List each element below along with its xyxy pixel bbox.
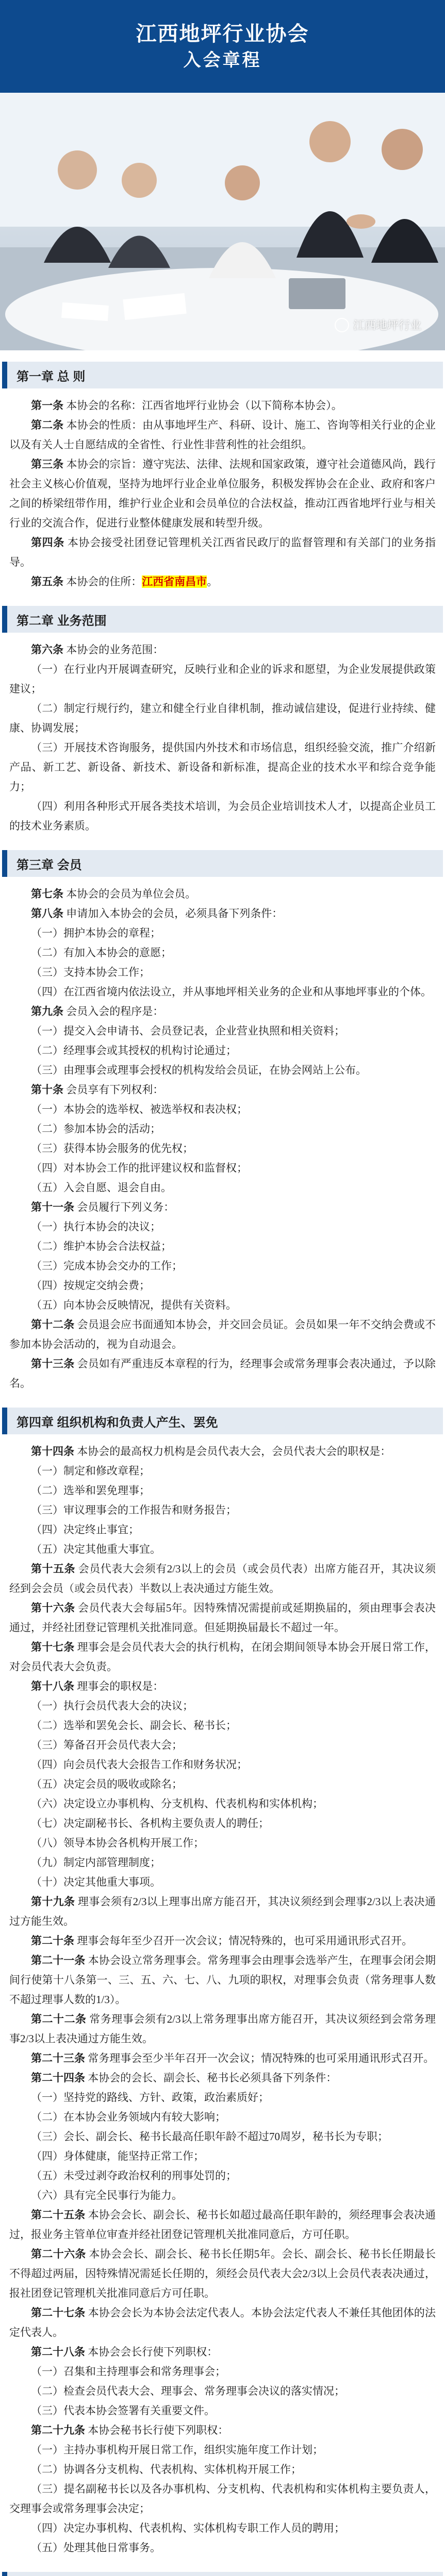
article-text: 常务理事会须有2/3以上常务理事出席方能召开，其决议须经到会常务理事2/3以上表决通过方能生效。 [9,2013,436,2045]
article-paragraph [9,2420,436,2440]
clause-paragraph [9,1060,436,1080]
article-text: （三）审议理事会的工作报告和财务报告； [31,1504,237,1516]
article-text: （一）本协会的选举权、被选举权和表决权； [31,1103,248,1115]
article-paragraph [9,533,436,572]
article-number: 第十一条 [31,1201,74,1213]
article-number: 第五条 [31,575,63,588]
clause-paragraph [9,1119,436,1139]
article-text: （一）执行本协会的决议； [31,1221,161,1233]
article-text: 本协会会长行使下列职权： [85,2346,218,2358]
clause-paragraph [9,1139,436,1158]
chapter-heading: 第三章 会员 [2,850,443,877]
article-paragraph [9,2205,436,2244]
article-number: 第十六条 [31,1602,75,1614]
article-number: 第十二条 [31,1318,75,1331]
article-number: 第十四条 [31,1445,74,1458]
clause-paragraph [9,1236,436,1256]
article-text: （四）向会员代表大会报告工作和财务状况； [31,1758,248,1771]
article-text: （六）具有完全民事行为能力。 [31,2189,183,2201]
clause-paragraph [9,699,436,738]
article-text: （三）完成本协会交办的工作； [31,1260,183,1272]
clause-paragraph [9,1774,436,1794]
article-number: 第七条 [31,888,63,900]
article-text: 理事会每年至少召开一次会议；情况特殊的，也可采用通讯形式召开。 [74,1935,413,1947]
highlighted-address: 江西省南昌市 [142,575,207,588]
article-text: 理事会须有2/3以上理事出席方能召开，其决议须经到会理事2/3以上表决通过方能生效。 [9,1895,436,1927]
article-paragraph [9,2244,436,2303]
article-text: （一）在行业内开展调查研究，反映行业和企业的诉求和愿望，为企业发展提供政策建议； [9,663,436,695]
article-text: 会员入会的程序是： [63,1005,164,1018]
article-text: 会员代表大会每届5年。因特殊情况需提前或延期换届的，须由理事会表决通过，并经社团登记管理机关批准同意。但延期换届最长不超过一年。 [9,1602,436,1634]
article-number: 第二条 [31,419,64,431]
article-paragraph [9,884,436,904]
article-number: 第十七条 [31,1641,75,1653]
article-paragraph [9,2342,436,2362]
article-text: （一）坚持党的路线、方针、政策，政治素质好； [31,2091,269,2104]
article-paragraph [9,1315,436,1354]
article-number: 第二十条 [31,1935,74,1947]
article-paragraph [9,1951,436,2009]
wechat-icon [335,318,349,332]
article-number: 第二十六条 [31,2248,86,2260]
association-title: 江西地坪行业协会 [136,23,309,46]
article-number: 第九条 [31,1005,63,1018]
page-subtitle: 入会章程 [183,50,262,71]
clause-paragraph [9,2166,436,2185]
article-text: （二）制定行规行约，建立和健全行业自律机制，推动诚信建设，促进行业持续、健康、协调发展； [9,702,436,734]
article-paragraph [9,904,436,923]
clause-paragraph [9,1041,436,1060]
article-text: 本协会的名称：江西省地坪行业协会（以下简称本协会）。 [63,399,342,412]
article-text: （一）执行会员代表大会的决议； [31,1700,193,1712]
clause-paragraph [9,1500,436,1520]
article-text: 本协会的住所： [63,575,142,588]
clause-paragraph [9,796,436,836]
article-paragraph [9,640,436,659]
article-text: （三）支持本协会工作； [31,966,150,978]
article-paragraph [9,1559,436,1598]
article-number: 第十三条 [31,1358,75,1370]
chapter-heading: 第一章 总 则 [2,362,443,388]
article-text: （三）由理事会或理事会授权的机构发给会员证，在协会网站上公布。 [31,1064,367,1076]
clause-paragraph [9,2518,436,2538]
clause-paragraph [9,2185,436,2205]
article-text: （二）在本协会业务领域内有较大影响； [31,2111,226,2123]
article-text: 会员代表大会须有2/3以上的会员（或会员代表）出席方能召开，其决议须经到会会员（或会员代表）半数以上表决通过方能生效。 [9,1563,436,1595]
clause-paragraph [9,1814,436,1833]
article-paragraph [9,2068,436,2088]
article-text: （四）决定办事机构、代表机构、实体机构专职工作人员的聘用； [31,2522,345,2534]
chapter-heading [2,2572,443,2576]
chapter-heading: 第二章 业务范围 [2,606,443,633]
article-text: （一）拥护本协会的章程； [31,927,161,939]
article-text: 理事会是会员代表大会的执行机构，在闭会期间领导本协会开展日常工作，对会员代表大会负责。 [9,1641,436,1673]
article-text: （一）制定和修改章程； [31,1465,150,1477]
clause-paragraph [9,1716,436,1735]
article-number: 第十五条 [31,1563,75,1575]
article-paragraph [9,2009,436,2048]
article-text: 理事会的职权是： [74,1680,164,1692]
article-paragraph [9,1442,436,1461]
article-number: 第二十一条 [31,1954,86,1967]
clause-paragraph [9,1735,436,1755]
clause-paragraph [9,2381,436,2401]
article-text: 本协会会长为本协会法定代表人。本协会法定代表人不兼任其他团体的法定代表人。 [9,2307,436,2338]
clause-paragraph [9,1696,436,1716]
article-text: 常务理事会至少半年召开一次会议；情况特殊的也可采用通讯形式召开。 [85,2052,435,2064]
article-text: （五）向本协会反映情况，提供有关资料。 [31,1299,237,1311]
article-text: （五）决定其他重大事宜。 [31,1543,161,1555]
clause-paragraph [9,2479,436,2518]
clause-paragraph [9,1539,436,1559]
article-text: 本协会设立常务理事会。常务理事会由理事会选举产生，在理事会闭会期间行使第十八条第一、三、五、六、七、八、九项的职权，对理事会负责（常务理事人数不超过理事人数的1/3）。 [9,1954,436,2006]
article-number: 第二十九条 [31,2424,85,2436]
meeting-photo-illustration [0,93,445,350]
article-text: （二）有加入本协会的意愿； [31,946,172,959]
article-paragraph [9,1892,436,1931]
clause-paragraph [9,962,436,982]
clause-paragraph [9,1295,436,1315]
article-text: 本协会的宗旨：遵守宪法、法律、法规和国家政策，遵守社会道德风尚，践行社会主义核心价值观，坚持为地坪行业企业单位服务，积极发挥协会在企业、政府和客户之间的桥梁纽带作用，维护行业企业和会员单位的合法权益，推动江西省地坪行业与相关行业的交流合作，促进行业整体健康发展和转型升级。 [9,458,436,529]
clause-paragraph [9,738,436,796]
clause-paragraph [9,923,436,943]
article-number: 第十条 [31,1083,63,1096]
article-text: 会员如有严重违反本章程的行为，经理事会或常务理事会表决通过，予以除名。 [9,1358,436,1389]
clause-paragraph [9,2440,436,2460]
article-text: （一）提交入会申请书、会员登记表，企业营业执照和相关资料； [31,1025,345,1037]
article-number: 第十九条 [31,1895,75,1908]
header-banner [0,0,445,93]
article-paragraph [9,2048,436,2068]
article-text: （四）按规定交纳会费； [31,1279,150,1292]
clause-paragraph [9,1217,436,1236]
article-text: 会员退会应书面通知本协会，并交回会员证。会员如果一年不交纳会费或不参加本协会活动的，视为自动退会。 [9,1318,436,1350]
article-number: 第二十二条 [31,2013,87,2025]
article-text: 本协会的会长、副会长、秘书长必须具备下列条件： [85,2072,337,2084]
article-text: （七）决定副秘书长、各机构主要负责人的聘任； [31,1817,269,1829]
clause-paragraph [9,2401,436,2420]
article-text: （四）决定终止事宜； [31,1523,139,1536]
article-paragraph [9,1197,436,1217]
photo-watermark [335,317,421,333]
article-paragraph [9,1931,436,1951]
article-text: 本协会接受社团登记管理机关江西省民政厅的监督管理和有关部门的业务指导。 [9,536,436,568]
article-paragraph [9,1354,436,1393]
clause-paragraph [9,2362,436,2381]
article-text: （二）协调各分支机构、代表机构、实体机构开展工作； [31,2463,302,2476]
article-paragraph [9,415,436,454]
clause-paragraph [9,1872,436,1892]
article-text: 本协会的性质：由从事地坪生产、科研、设计、施工、咨询等相关行业的企业以及有关人士自愿结成的全省性、行业性非营利性的社会组织。 [9,419,436,451]
article-text: （三）代表本协会签署有关重要文件。 [31,2404,215,2417]
article-text: （二）维护本协会合法权益； [31,1240,172,1252]
clause-paragraph [9,1833,436,1853]
article-text: （十）决定其他重大事项。 [31,1876,161,1888]
article-text: 本协会的最高权力机构是会员代表大会，会员代表大会的职权是： [74,1445,391,1458]
article-text: （五）入会自愿、退会自由。 [31,1181,172,1194]
article-text: 本协会会长、副会长、秘书长任期5年。会长、副会长、秘书长任期最长不得超过两届，因特殊情况需延长任期的，须经会员代表大会2/3以上会员代表表决通过，报社团登记管理机关批准同意后方可任职。 [9,2248,436,2299]
article-paragraph [9,1080,436,1099]
clause-paragraph [9,2107,436,2127]
article-number: 第二十四条 [31,2072,85,2084]
article-text: （三）开展技术咨询服务，提供国内外技术和市场信息，组织经验交流，推广介绍新产品、新工艺、新设备、新技术、新设备和新标准，提高企业的技术水平和综合竞争能力； [9,741,436,793]
article-text: 本协会的会员为单位会员。 [63,888,196,900]
clause-paragraph [9,1158,436,1178]
article-text: 会员享有下列权利： [63,1083,164,1096]
article-paragraph [9,2303,436,2342]
article-text: （五）决定会员的吸收或除名； [31,1778,183,1790]
article-text: （四）在江西省境内依法设立，并从事地坪相关业务的企业和从事地坪事业的个体。 [31,986,432,998]
chapter-content [0,388,445,595]
chapter-heading: 第四章 组织机构和负责人产生、罢免 [2,1408,443,1434]
article-text: （三）筹备召开会员代表大会； [31,1739,183,1751]
clause-paragraph [9,982,436,1002]
clause-paragraph [9,1461,436,1481]
article-text: （一）主持办事机构开展日常工作，组织实施年度工作计划； [31,2444,323,2456]
article-text: （三）提名副秘书长以及各办事机构、分支机构、代表机构和实体机构主要负责人，交理事会或常务理事会决定； [9,2483,436,2515]
clause-paragraph [9,2460,436,2479]
clause-paragraph [9,943,436,962]
clause-paragraph [9,2088,436,2107]
clause-paragraph [9,2538,436,2557]
article-text: 本协会秘书长行使下列职权： [85,2424,229,2436]
article-paragraph [9,1637,436,1676]
article-text-tail: 。 [207,575,218,588]
article-number: 第十八条 [31,1680,74,1692]
chapter-content [0,877,445,1396]
clause-paragraph [9,1256,436,1276]
clause-paragraph [9,1853,436,1872]
article-text: （二）检查会员代表大会、理事会、常务理事会决议的落实情况； [31,2385,345,2397]
chapters-container [0,362,445,2576]
article-text: 申请加入本协会的会员，必须具备下列条件： [63,907,283,920]
clause-paragraph [9,1481,436,1500]
article-number: 第二十三条 [31,2052,85,2064]
clause-paragraph [9,2127,436,2146]
article-number: 第六条 [31,643,63,656]
article-text: （二）选举和罢免会长、副会长、秘书长； [31,1719,237,1732]
article-paragraph [9,454,436,533]
article-text: （八）领导本协会各机构开展工作； [31,1837,204,1849]
chapter-content [0,633,445,839]
article-paragraph [9,1598,436,1637]
article-text: （九）制定内部管理制度； [31,1856,161,1869]
clause-paragraph [9,1520,436,1539]
article-text: 本协会会长、副会长、秘书长如超过最高任职年龄的，须经理事会表决通过，报业务主管单位审查并经社团登记管理机关批准同意后，方可任职。 [9,2209,436,2241]
clause-paragraph [9,2146,436,2166]
article-text: （二）参加本协会的活动； [31,1123,161,1135]
article-text: （六）决定设立办事机构、分支机构、代表机构和实体机构； [31,1798,323,1810]
clause-paragraph [9,1021,436,1041]
clause-paragraph [9,1178,436,1197]
article-number: 第一条 [31,399,63,412]
article-number: 第四条 [31,536,64,549]
article-number: 第二十八条 [31,2346,85,2358]
article-paragraph [9,572,436,591]
article-number: 第三条 [31,458,64,470]
article-number: 第二十五条 [31,2209,86,2221]
meeting-photo [0,93,445,350]
watermark-text: 江西地坪行业 [353,319,421,332]
article-text: （四）身体健康，能坚持正常工作； [31,2150,204,2162]
article-paragraph [9,396,436,415]
clause-paragraph [9,1755,436,1774]
article-text: 本协会的业务范围： [63,643,164,656]
article-text: （四）利用各种形式开展各类技术培训，为会员企业培训技术人才，以提高企业员工的技术业务素质。 [9,800,436,832]
clause-paragraph [9,1099,436,1119]
clause-paragraph [9,1794,436,1814]
article-text: （二）经理事会或其授权的机构讨论通过； [31,1044,237,1057]
article-paragraph [9,1002,436,1021]
article-number: 第二十七条 [31,2307,86,2319]
chapter-content [0,1434,445,2561]
article-text: （一）召集和主持理事会和常务理事会； [31,2365,226,2378]
article-text: （五）处理其他日常事务。 [31,2541,161,2554]
article-text: 会员履行下列义务： [74,1201,175,1213]
article-number: 第八条 [31,907,63,920]
article-paragraph [9,1676,436,1696]
article-text: （三）获得本协会服务的优先权； [31,1142,193,1155]
clause-paragraph [9,659,436,699]
article-text: （三）会长、副会长、秘书长最高任职年龄不超过70周岁，秘书长为专职； [31,2130,388,2143]
article-text: （五）未受过剥夺政治权利的刑事处罚的； [31,2170,237,2182]
article-text: （四）对本协会工作的批评建议权和监督权； [31,1162,248,1174]
clause-paragraph [9,1276,436,1295]
article-text: （二）选举和罢免理事； [31,1484,150,1497]
